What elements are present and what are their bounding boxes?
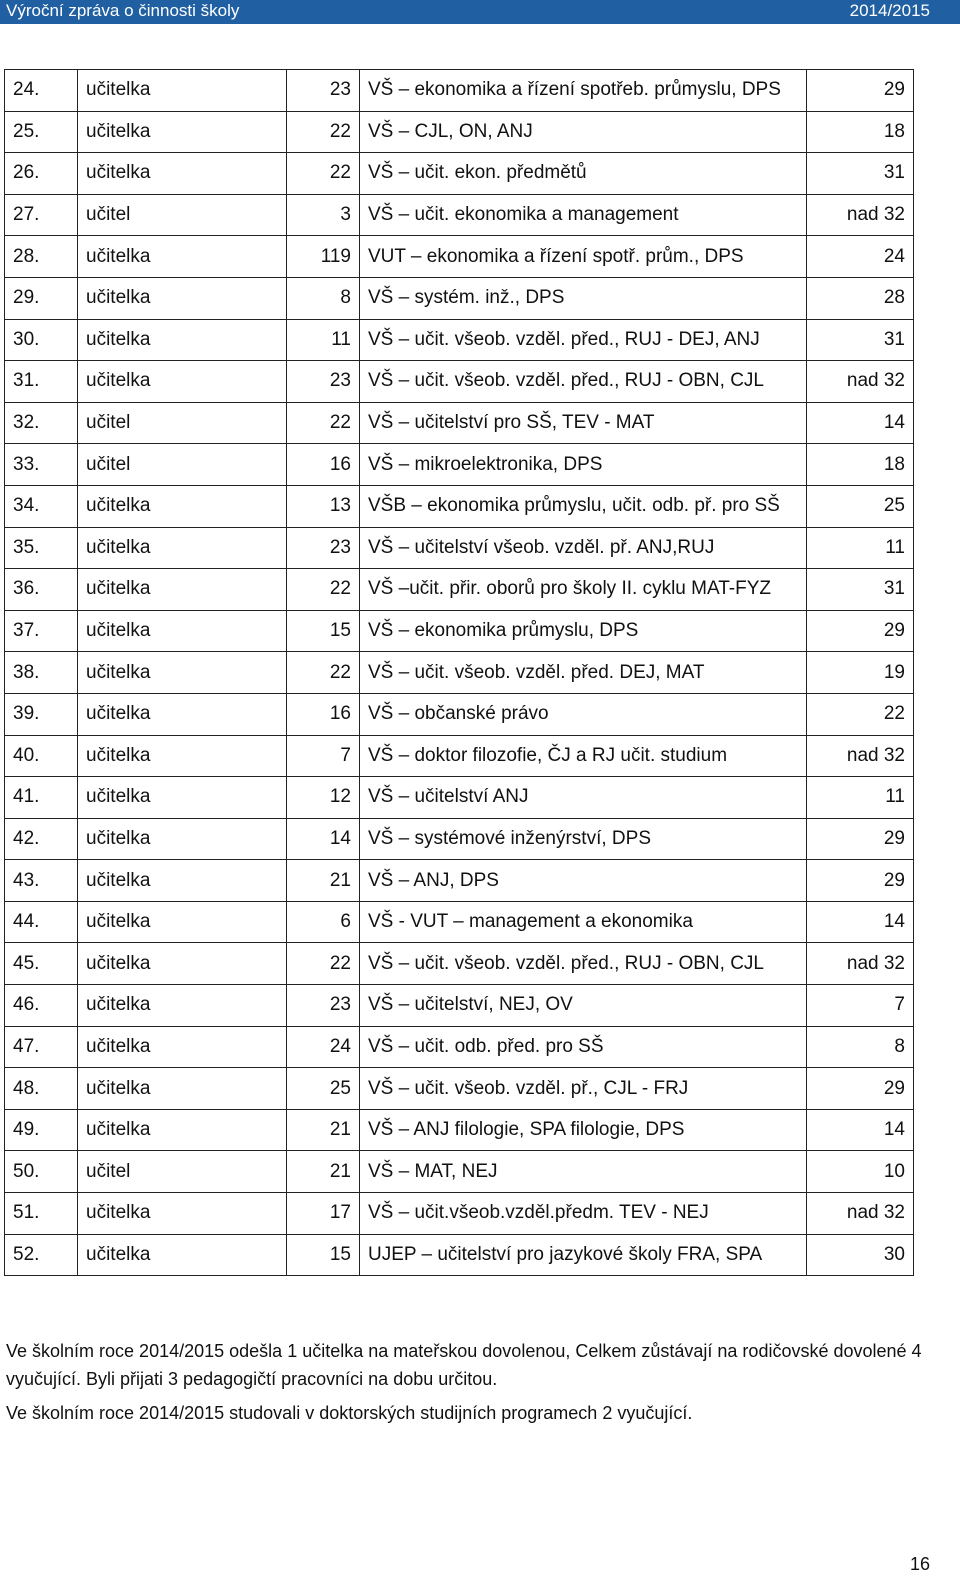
table-row xyxy=(5,361,914,403)
row-number-cell: 35. xyxy=(5,527,78,569)
row-number-cell: 34. xyxy=(5,485,78,527)
position-cell: učitelka xyxy=(78,153,287,195)
education-cell: VUT – ekonomika a řízení spotř. prům., DPS xyxy=(360,236,807,278)
experience-cell: 7 xyxy=(807,985,914,1027)
row-number-cell: 36. xyxy=(5,569,78,611)
experience-cell: 31 xyxy=(807,319,914,361)
experience-cell: 8 xyxy=(807,1026,914,1068)
education-cell: VŠ – CJL, ON, ANJ xyxy=(360,111,807,153)
experience-cell: 29 xyxy=(807,70,914,112)
maternity-leave-note: Ve školním roce 2014/2015 odešla 1 učitelka na mateřskou dovolenou, Celkem zůstávají na rodičovské dovolené 4 vyučující. Byli přijati 3 pedagogičtí pracovníci na dobu určitou. xyxy=(6,1341,922,1389)
experience-cell: 29 xyxy=(807,860,914,902)
years-cell: 15 xyxy=(287,1234,360,1276)
years-cell: 22 xyxy=(287,943,360,985)
position-cell: učitelka xyxy=(78,527,287,569)
row-number-cell: 37. xyxy=(5,610,78,652)
table-row xyxy=(5,402,914,444)
row-number-cell: 28. xyxy=(5,236,78,278)
years-cell: 22 xyxy=(287,569,360,611)
years-cell: 13 xyxy=(287,485,360,527)
position-cell: učitelka xyxy=(78,777,287,819)
row-number-cell: 43. xyxy=(5,860,78,902)
education-cell: VŠ – učitelství všeob. vzděl. př. ANJ,RUJ xyxy=(360,527,807,569)
position-cell: učitelka xyxy=(78,236,287,278)
position-cell: učitelka xyxy=(78,860,287,902)
experience-cell: nad 32 xyxy=(807,361,914,403)
years-cell: 21 xyxy=(287,860,360,902)
row-number-cell: 25. xyxy=(5,111,78,153)
row-number-cell: 40. xyxy=(5,735,78,777)
row-number-cell: 39. xyxy=(5,693,78,735)
table-row xyxy=(5,985,914,1027)
position-cell: učitelka xyxy=(78,485,287,527)
position-cell: učitel xyxy=(78,194,287,236)
experience-cell: 14 xyxy=(807,1109,914,1151)
table-row xyxy=(5,818,914,860)
years-cell: 23 xyxy=(287,527,360,569)
experience-cell: 18 xyxy=(807,444,914,486)
position-cell: učitelka xyxy=(78,610,287,652)
education-cell: VŠ –učit. přir. oborů pro školy II. cyklu MAT-FYZ xyxy=(360,569,807,611)
years-cell: 16 xyxy=(287,444,360,486)
years-cell: 21 xyxy=(287,1151,360,1193)
position-cell: učitelka xyxy=(78,1109,287,1151)
page-number: 16 xyxy=(909,1554,930,1574)
years-cell: 23 xyxy=(287,361,360,403)
row-number-cell: 26. xyxy=(5,153,78,195)
row-number-cell: 45. xyxy=(5,943,78,985)
experience-cell: 22 xyxy=(807,693,914,735)
table-row xyxy=(5,569,914,611)
experience-cell: nad 32 xyxy=(807,943,914,985)
table-row xyxy=(5,1193,914,1235)
row-number-cell: 49. xyxy=(5,1109,78,1151)
position-cell: učitelka xyxy=(78,1234,287,1276)
education-cell: VŠ – učitelství ANJ xyxy=(360,777,807,819)
table-row xyxy=(5,1068,914,1110)
years-cell: 22 xyxy=(287,402,360,444)
position-cell: učitelka xyxy=(78,1026,287,1068)
education-cell: VŠ – systém. inž., DPS xyxy=(360,277,807,319)
education-cell: VŠ – ekonomika průmyslu, DPS xyxy=(360,610,807,652)
position-cell: učitelka xyxy=(78,277,287,319)
education-cell: VŠ – ekonomika a řízení spotřeb. průmyslu, DPS xyxy=(360,70,807,112)
table-row xyxy=(5,943,914,985)
experience-cell: 10 xyxy=(807,1151,914,1193)
staff-table xyxy=(4,69,914,1276)
education-cell: VŠ – doktor filozofie, ČJ a RJ učit. studium xyxy=(360,735,807,777)
years-cell: 14 xyxy=(287,818,360,860)
experience-cell: 14 xyxy=(807,901,914,943)
position-cell: učitelka xyxy=(78,319,287,361)
table-row xyxy=(5,1109,914,1151)
experience-cell: 11 xyxy=(807,777,914,819)
table-row xyxy=(5,485,914,527)
table-row xyxy=(5,1026,914,1068)
experience-cell: nad 32 xyxy=(807,194,914,236)
row-number-cell: 46. xyxy=(5,985,78,1027)
experience-cell: 14 xyxy=(807,402,914,444)
years-cell: 22 xyxy=(287,652,360,694)
education-cell: VŠ – učitelství, NEJ, OV xyxy=(360,985,807,1027)
years-cell: 7 xyxy=(287,735,360,777)
row-number-cell: 52. xyxy=(5,1234,78,1276)
page-header xyxy=(0,0,960,24)
years-cell: 12 xyxy=(287,777,360,819)
years-cell: 23 xyxy=(287,985,360,1027)
years-cell: 24 xyxy=(287,1026,360,1068)
education-cell: VŠ – učit. všeob. vzděl. před., RUJ - OBN, CJL xyxy=(360,943,807,985)
row-number-cell: 24. xyxy=(5,70,78,112)
row-number-cell: 44. xyxy=(5,901,78,943)
table-row xyxy=(5,70,914,112)
experience-cell: 31 xyxy=(807,153,914,195)
position-cell: učitelka xyxy=(78,985,287,1027)
education-cell: VŠ – učit. všeob. vzděl. před., RUJ - OBN, CJL xyxy=(360,361,807,403)
table-row xyxy=(5,527,914,569)
position-cell: učitelka xyxy=(78,693,287,735)
table-row xyxy=(5,444,914,486)
years-cell: 22 xyxy=(287,111,360,153)
experience-cell: nad 32 xyxy=(807,1193,914,1235)
table-row xyxy=(5,319,914,361)
position-cell: učitelka xyxy=(78,361,287,403)
education-cell: VŠ – učit. všeob. vzděl. př., CJL - FRJ xyxy=(360,1068,807,1110)
table-row xyxy=(5,860,914,902)
table-row xyxy=(5,777,914,819)
row-number-cell: 50. xyxy=(5,1151,78,1193)
row-number-cell: 27. xyxy=(5,194,78,236)
years-cell: 6 xyxy=(287,901,360,943)
experience-cell: 31 xyxy=(807,569,914,611)
table-row xyxy=(5,194,914,236)
experience-cell: 25 xyxy=(807,485,914,527)
years-cell: 21 xyxy=(287,1109,360,1151)
education-cell: VŠ – učit. všeob. vzděl. před. DEJ, MAT xyxy=(360,652,807,694)
years-cell: 22 xyxy=(287,153,360,195)
position-cell: učitelka xyxy=(78,70,287,112)
doctoral-study-note: Ve školním roce 2014/2015 studovali v doktorských studijních programech 2 vyučující. xyxy=(6,1403,693,1423)
education-cell: VŠ – ANJ filologie, SPA filologie, DPS xyxy=(360,1109,807,1151)
position-cell: učitelka xyxy=(78,569,287,611)
years-cell: 15 xyxy=(287,610,360,652)
years-cell: 16 xyxy=(287,693,360,735)
row-number-cell: 48. xyxy=(5,1068,78,1110)
education-cell: VŠ – ANJ, DPS xyxy=(360,860,807,902)
years-cell: 11 xyxy=(287,319,360,361)
row-number-cell: 31. xyxy=(5,361,78,403)
row-number-cell: 41. xyxy=(5,777,78,819)
school-year: 2014/2015 xyxy=(849,1,930,20)
row-number-cell: 47. xyxy=(5,1026,78,1068)
table-row xyxy=(5,901,914,943)
education-cell: VŠ – učit. všeob. vzděl. před., RUJ - DEJ, ANJ xyxy=(360,319,807,361)
education-cell: VŠ - VUT – management a ekonomika xyxy=(360,901,807,943)
staff-table-body xyxy=(5,70,914,1276)
row-number-cell: 33. xyxy=(5,444,78,486)
experience-cell: 29 xyxy=(807,610,914,652)
table-row xyxy=(5,277,914,319)
position-cell: učitel xyxy=(78,1151,287,1193)
education-cell: VŠ – učit. odb. před. pro SŠ xyxy=(360,1026,807,1068)
row-number-cell: 38. xyxy=(5,652,78,694)
position-cell: učitel xyxy=(78,444,287,486)
experience-cell: 29 xyxy=(807,818,914,860)
education-cell: VŠB – ekonomika průmyslu, učit. odb. př. pro SŠ xyxy=(360,485,807,527)
education-cell: VŠ – učit. ekonomika a management xyxy=(360,194,807,236)
experience-cell: 18 xyxy=(807,111,914,153)
table-row xyxy=(5,652,914,694)
table-row xyxy=(5,236,914,278)
years-cell: 17 xyxy=(287,1193,360,1235)
position-cell: učitelka xyxy=(78,1193,287,1235)
table-row xyxy=(5,1234,914,1276)
row-number-cell: 32. xyxy=(5,402,78,444)
table-row xyxy=(5,735,914,777)
position-cell: učitelka xyxy=(78,1068,287,1110)
row-number-cell: 42. xyxy=(5,818,78,860)
education-cell: VŠ – MAT, NEJ xyxy=(360,1151,807,1193)
experience-cell: 30 xyxy=(807,1234,914,1276)
report-title: Výroční zpráva o činnosti školy xyxy=(6,1,240,20)
row-number-cell: 29. xyxy=(5,277,78,319)
position-cell: učitelka xyxy=(78,818,287,860)
experience-cell: 11 xyxy=(807,527,914,569)
experience-cell: 28 xyxy=(807,277,914,319)
years-cell: 25 xyxy=(287,1068,360,1110)
years-cell: 3 xyxy=(287,194,360,236)
notes-section xyxy=(6,1337,954,1433)
row-number-cell: 30. xyxy=(5,319,78,361)
education-cell: VŠ – mikroelektronika, DPS xyxy=(360,444,807,486)
years-cell: 23 xyxy=(287,70,360,112)
table-row xyxy=(5,693,914,735)
education-cell: VŠ – učit.všeob.vzděl.předm. TEV - NEJ xyxy=(360,1193,807,1235)
position-cell: učitelka xyxy=(78,735,287,777)
education-cell: UJEP – učitelství pro jazykové školy FRA, SPA xyxy=(360,1234,807,1276)
experience-cell: 19 xyxy=(807,652,914,694)
position-cell: učitelka xyxy=(78,901,287,943)
education-cell: VŠ – systémové inženýrství, DPS xyxy=(360,818,807,860)
table-row xyxy=(5,111,914,153)
years-cell: 119 xyxy=(287,236,360,278)
experience-cell: 24 xyxy=(807,236,914,278)
education-cell: VŠ – občanské právo xyxy=(360,693,807,735)
table-row xyxy=(5,153,914,195)
position-cell: učitelka xyxy=(78,111,287,153)
education-cell: VŠ – učitelství pro SŠ, TEV - MAT xyxy=(360,402,807,444)
years-cell: 8 xyxy=(287,277,360,319)
position-cell: učitel xyxy=(78,402,287,444)
position-cell: učitelka xyxy=(78,652,287,694)
position-cell: učitelka xyxy=(78,943,287,985)
experience-cell: 29 xyxy=(807,1068,914,1110)
experience-cell: nad 32 xyxy=(807,735,914,777)
table-row xyxy=(5,610,914,652)
row-number-cell: 51. xyxy=(5,1193,78,1235)
table-row xyxy=(5,1151,914,1193)
education-cell: VŠ – učit. ekon. předmětů xyxy=(360,153,807,195)
